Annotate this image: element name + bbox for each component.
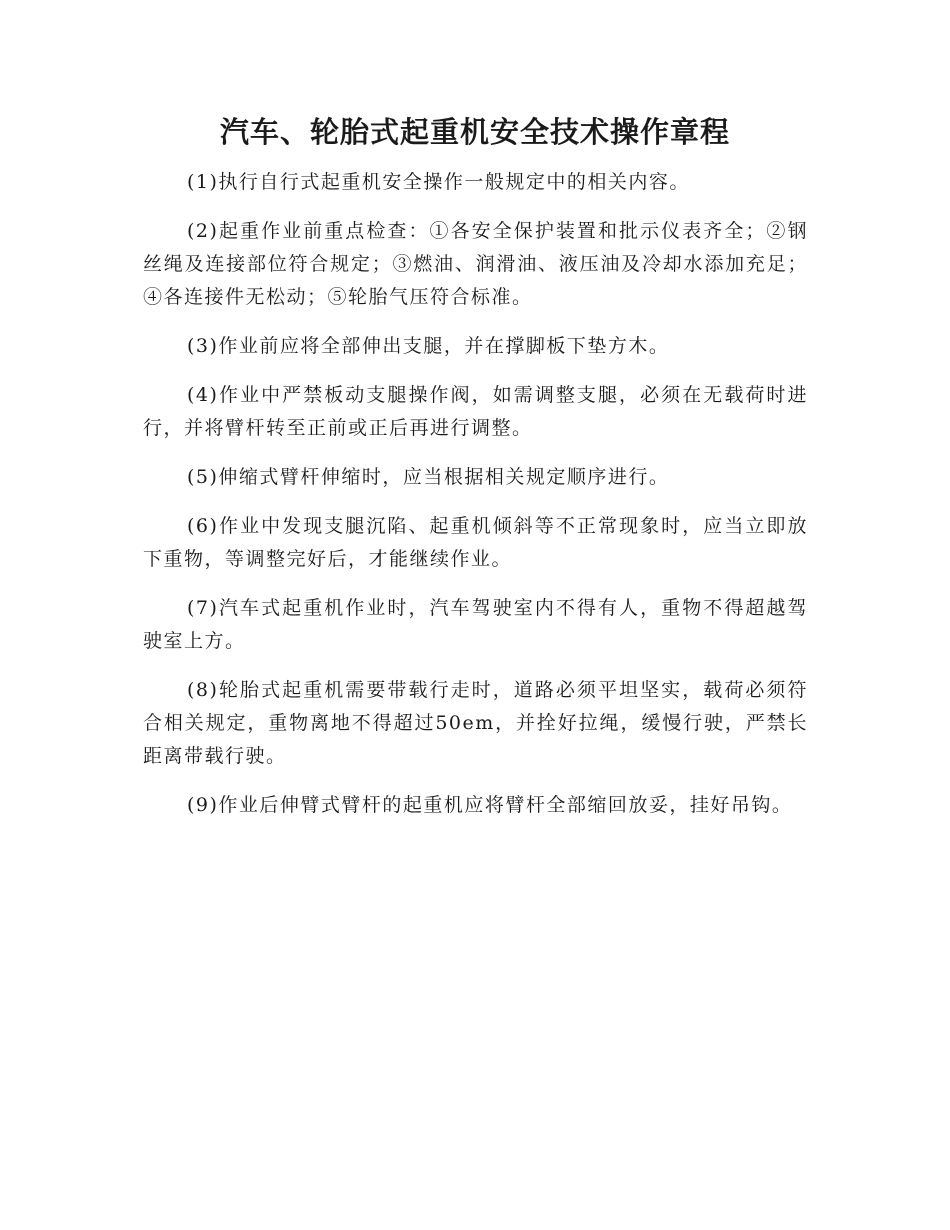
paragraph-9: (9)作业后伸臂式臂杆的起重机应将臂杆全部缩回放妥，挂好吊钩。	[187, 794, 793, 816]
document-body	[143, 166, 808, 838]
paragraph-6: (6)作业中发现支腿沉陷、起重机倾斜等不正常现象时，应当立即放下重物，等调整完好后，才能继续作业。	[143, 515, 808, 570]
paragraph-4: (4)作业中严禁板动支腿操作阀，如需调整支腿，必须在无载荷时进行，并将臂杆转至正前或正后再进行调整。	[143, 384, 808, 439]
paragraph-7: (7)汽车式起重机作业时，汽车驾驶室内不得有人，重物不得超越驾驶室上方。	[143, 597, 808, 652]
paragraph-3: (3)作业前应将全部伸出支腿，并在撑脚板下垫方木。	[187, 335, 670, 357]
paragraph-1: (1)执行自行式起重机安全操作一般规定中的相关内容。	[187, 171, 690, 193]
document-title: 汽车、轮胎式起重机安全技术操作章程	[219, 115, 730, 149]
paragraph-2: (2)起重作业前重点检查：①各安全保护装置和批示仪表齐全；②钢丝绳及连接部位符合规定；③燃油、润滑油、液压油及冷却水添加充足；④各连接件无松动；⑤轮胎气压符合标准。	[143, 220, 808, 308]
paragraph-5: (5)伸缩式臂杆伸缩时，应当根据相关规定顺序进行。	[187, 466, 670, 488]
paragraph-8: (8)轮胎式起重机需要带载行走时，道路必须平坦坚实，载荷必须符合相关规定，重物离地不得超过50em，并拴好拉绳，缓慢行驶，严禁长距离带载行驶。	[143, 679, 808, 767]
